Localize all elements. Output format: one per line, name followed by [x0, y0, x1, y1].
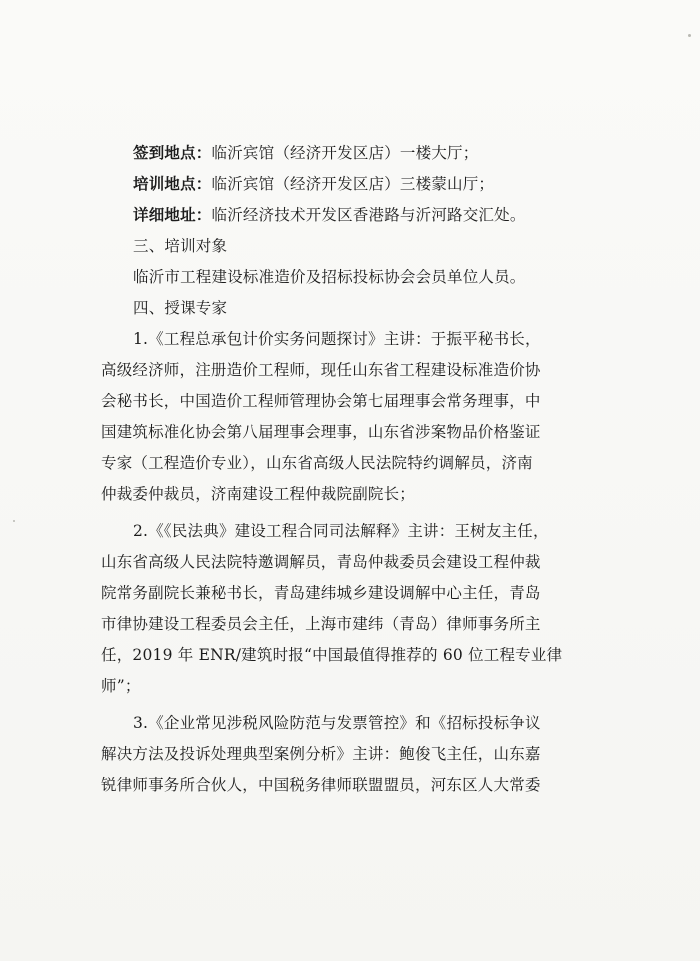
- expert-2-line: 师”；: [101, 677, 141, 695]
- expert-3-line: 锐律师事务所合伙人，中国税务律师联盟盟员，河东区人大常委: [101, 776, 541, 794]
- expert-3-line: 3.《企业常见涉税风险防范与发票管控》和《招标投标争议: [133, 714, 541, 732]
- expert-item-3: [101, 708, 593, 801]
- expert-1-line: 高级经济师，注册造价工程师，现任山东省工程建设标准造价协: [101, 361, 541, 379]
- address-value: 临沂经济技术开发区香港路与沂河路交汇处。: [211, 206, 526, 224]
- document-body: [101, 138, 593, 801]
- expert-2-line: 山东省高级人民法院特邀调解员，青岛仲裁委员会建设工程仲裁: [101, 553, 541, 571]
- checkin-label: 签到地点：: [133, 144, 212, 162]
- section-3-heading: 三、培训对象: [133, 237, 228, 255]
- training-label: 培训地点：: [133, 175, 212, 193]
- section-3-body: 临沂市工程建设标准造价及招标投标协会会员单位人员。: [133, 268, 526, 286]
- scan-speck: [13, 520, 15, 522]
- expert-item-2: [101, 516, 593, 702]
- expert-item-1: [101, 324, 593, 510]
- training-value: 临沂宾馆（经济开发区店）三楼蒙山厅；: [211, 175, 495, 193]
- training-location: [133, 169, 593, 200]
- section-4-heading: 四、授课专家: [133, 299, 228, 317]
- expert-1-line: 国建筑标准化协会第八届理事会理事，山东省涉案物品价格鉴证: [101, 423, 541, 441]
- expert-3-line: 解决方法及投诉处理典型案例分析》主讲：鲍俊飞主任，山东嘉: [101, 745, 541, 763]
- expert-2-line: 市律协建设工程委员会主任，上海市建纬（青岛）律师事务所主: [101, 615, 541, 633]
- scan-speck: [688, 34, 691, 37]
- checkin-value: 临沂宾馆（经济开发区店）一楼大厅；: [211, 144, 479, 162]
- address-label: 详细地址：: [133, 206, 212, 224]
- expert-1-line: 仲裁委仲裁员，济南建设工程仲裁院副院长；: [101, 485, 416, 503]
- expert-2-line: 任，2019 年 ENR/建筑时报“中国最值得推荐的 60 位工程专业律: [101, 646, 563, 664]
- expert-1-line: 专家（工程造价专业），山东省高级人民法院特约调解员，济南: [101, 454, 533, 472]
- expert-1-line: 1.《工程总承包计价实务问题探讨》主讲：于振平秘书长，: [133, 330, 541, 348]
- expert-2-line: 2.《《民法典》建设工程合同司法解释》主讲：王树友主任，: [133, 522, 549, 540]
- expert-1-line: 会秘书长，中国造价工程师管理协会第七届理事会常务理事，中: [101, 392, 541, 410]
- expert-2-line: 院常务副院长兼秘书长，青岛建纬城乡建设调解中心主任，青岛: [101, 584, 541, 602]
- checkin-location: [133, 138, 593, 169]
- detailed-address: [133, 200, 593, 231]
